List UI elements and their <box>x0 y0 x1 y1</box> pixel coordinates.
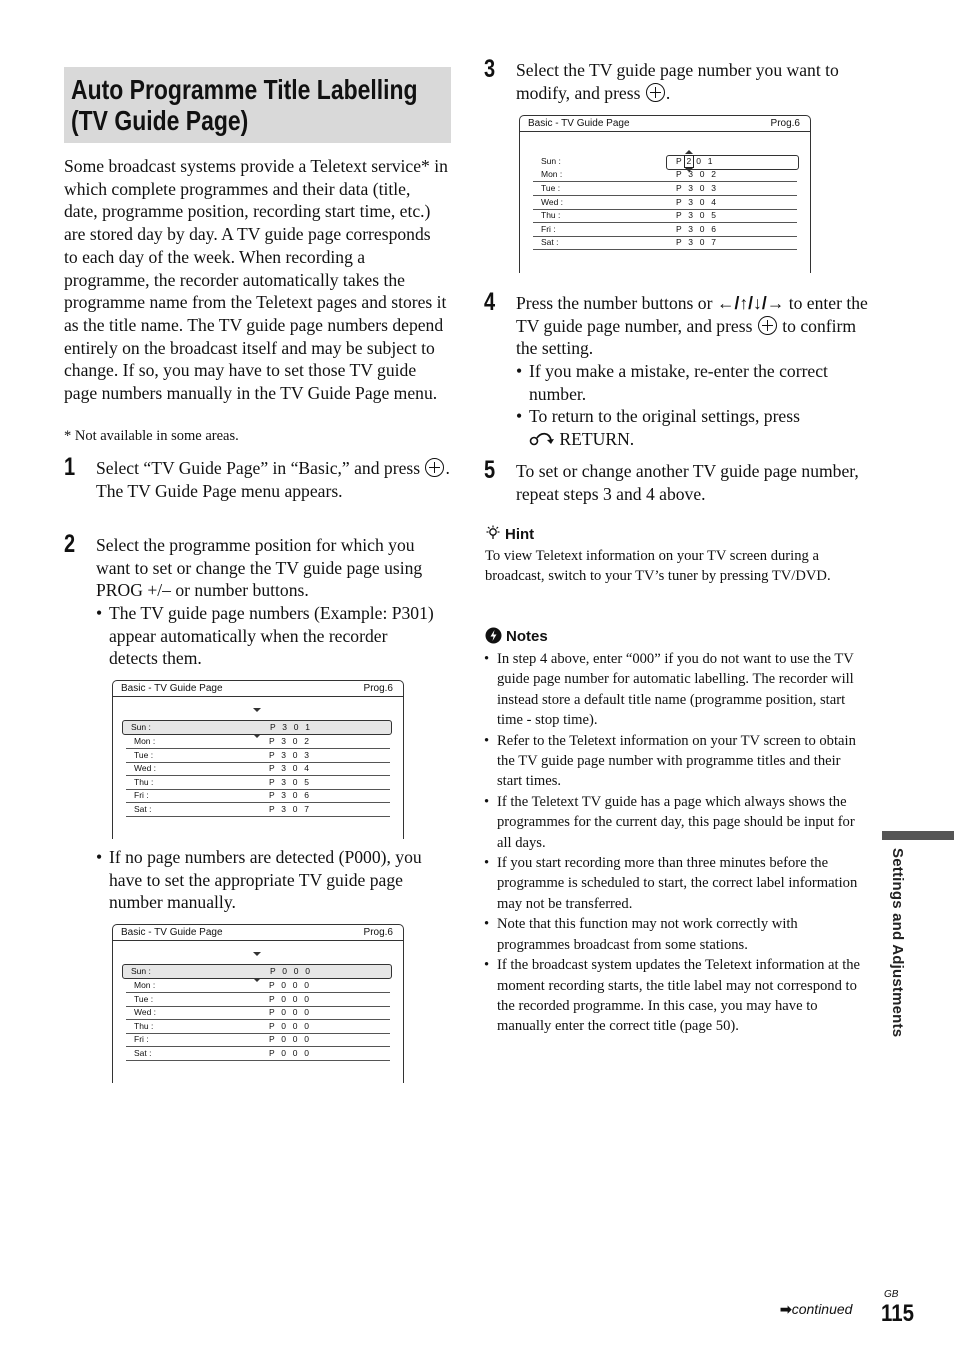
step-number: 5 <box>484 456 496 484</box>
guide-row[interactable] <box>533 209 797 223</box>
scroll-up-indicator <box>253 952 261 956</box>
step-3-text <box>516 59 872 104</box>
hint-label: Hint <box>505 526 535 543</box>
row-page: P 0 0 0 <box>269 980 312 990</box>
notes-list <box>484 649 869 1037</box>
notes-header <box>485 627 548 646</box>
step-2-bullet-2-text: If no page numbers are detected (P000), you have to set the appropriate TV guide page number manually. <box>109 847 422 913</box>
guide-row[interactable] <box>126 1033 390 1047</box>
row-page: P 3 0 4 <box>269 763 312 773</box>
note-item: • In step 4 above, enter “000” if you do not want to use the TV guide page number for automatic labelling. The recorder will instead store a default title name (programme position, start time - stop time). <box>484 649 869 731</box>
screen-header <box>520 116 810 132</box>
row-day: Thu : <box>134 777 154 787</box>
row-page-edit <box>676 155 715 168</box>
row-day: Fri : <box>134 1034 149 1044</box>
guide-row[interactable] <box>126 1006 390 1020</box>
digit-cursor[interactable] <box>685 155 693 168</box>
page-rest: 0 1 <box>696 156 715 166</box>
side-tab-bar <box>882 831 954 840</box>
step-4-text <box>516 292 872 360</box>
guide-row[interactable] <box>533 168 797 182</box>
screen-title: Basic - TV Guide Page <box>121 927 223 938</box>
row-day: Wed : <box>134 1007 157 1017</box>
step-1-result: The TV Guide Page menu appears. <box>96 480 343 501</box>
screen-title: Basic - TV Guide Page <box>528 118 630 129</box>
row-day: Mon : <box>541 169 563 179</box>
guide-row[interactable] <box>126 1047 390 1061</box>
digit-up-icon <box>685 150 693 154</box>
step-number: 4 <box>484 288 496 316</box>
guide-row[interactable] <box>126 789 390 803</box>
step-1-text-b: . <box>445 458 450 478</box>
note-item: • Note that this function may not work correctly with programmes broadcast from some stations. <box>484 914 869 955</box>
row-page: P 3 0 7 <box>676 237 719 247</box>
guide-row[interactable] <box>126 776 390 790</box>
row-day: Thu : <box>134 1021 154 1031</box>
return-label: RETURN. <box>559 428 635 449</box>
section-title: Auto Programme Title Labelling (TV Guide Page) <box>71 74 418 136</box>
step-2-bullet-1-text: The TV guide page numbers (Example: P301) appear automatically when the recorder detects them. <box>109 603 434 669</box>
screen-header <box>113 681 403 697</box>
row-page: P 3 0 3 <box>269 750 312 760</box>
digit-cursor-box <box>684 155 694 168</box>
guide-row[interactable] <box>533 236 797 250</box>
row-page: P 3 0 6 <box>269 790 312 800</box>
tv-guide-screen-none <box>112 924 404 1083</box>
row-page: P 3 0 5 <box>269 777 312 787</box>
page-prefix: P <box>676 156 682 166</box>
row-day: Sun : <box>131 722 151 732</box>
row-day: Tue : <box>134 994 154 1004</box>
step-number: 2 <box>64 530 76 558</box>
step-1-text <box>96 457 452 502</box>
row-day: Mon : <box>134 736 156 746</box>
hint-text: To view Teletext information on your TV screen during a broadcast, switch to your TV’s tuner by pressing TV/DVD. <box>485 548 831 585</box>
step-4-bullet-2: • To return to the original settings, press RETURN. <box>516 406 800 449</box>
row-day: Mon : <box>134 980 156 990</box>
step-5-text: To set or change another TV guide page number, repeat steps 3 and 4 above. <box>516 461 859 504</box>
row-day: Fri : <box>541 224 556 234</box>
row-page: P 3 0 6 <box>676 224 719 234</box>
row-page: P 0 0 0 <box>269 1007 312 1017</box>
step-2-bullet-1: • The TV guide page numbers (Example: P301) appear automatically when the recorder detects them. <box>96 602 436 670</box>
row-page: P 3 0 2 <box>269 736 312 746</box>
step-4-bullet-2-text: To return to the original settings, press <box>529 406 800 426</box>
screen-prog: Prog.6 <box>363 927 393 938</box>
note-item: • Refer to the Teletext information on your TV screen to obtain the TV guide page number with programme titles and their start times. <box>484 731 869 792</box>
return-icon <box>529 432 555 446</box>
screen-prog: Prog.6 <box>770 118 800 129</box>
row-page: P 3 0 1 <box>270 722 313 732</box>
row-page: P 0 0 0 <box>269 1021 312 1031</box>
guide-row[interactable] <box>126 979 390 993</box>
row-day: Fri : <box>134 790 149 800</box>
step-3-text-a: Select the TV guide page number you want to modify, and press <box>516 60 839 103</box>
screen-header <box>113 925 403 941</box>
step-4-text-c: to confirm the setting. <box>516 315 857 359</box>
guide-row[interactable] <box>533 196 797 210</box>
page-number: 115 <box>881 1300 914 1327</box>
step-4-bullet-1: • If you make a mistake, re-enter the correct number. <box>516 360 866 405</box>
note-icon <box>485 627 502 644</box>
step-4-text-a: Press the number buttons or <box>516 293 713 313</box>
footnote: * Not available in some areas. <box>64 428 239 444</box>
row-page: P 3 0 7 <box>269 804 312 814</box>
step-2-bullet-2: • If no page numbers are detected (P000), you have to set the appropriate TV guide page number manually. <box>96 846 448 914</box>
tv-guide-screen-edit <box>519 115 811 273</box>
enter-button-icon <box>646 83 665 102</box>
step-4-bullet-1-text: If you make a mistake, re-enter the correct number. <box>529 361 828 404</box>
notes-label: Notes <box>506 628 548 645</box>
guide-row-editing[interactable] <box>533 155 797 168</box>
row-day: Thu : <box>541 210 561 220</box>
row-day: Sat : <box>134 804 152 814</box>
row-page: P 0 0 0 <box>269 1034 312 1044</box>
guide-row-selected[interactable] <box>122 964 392 979</box>
note-item: • If you start recording more than three minutes before the programme is scheduled to start, the correct label information may not be transferred. <box>484 853 869 914</box>
hint-header <box>485 525 534 544</box>
step-number: 1 <box>64 453 76 481</box>
region-label: GB <box>884 1289 899 1300</box>
step-2-text: Select the programme position for which you want to set or change the TV guide page using PROG +/– or number buttons. <box>96 535 423 601</box>
row-page: P 3 0 5 <box>676 210 719 220</box>
note-item: • If the Teletext TV guide has a page which always shows the programmes for the current day, this page should be input for all days. <box>484 792 869 853</box>
edit-digit: 2 <box>686 156 692 166</box>
row-day: Wed : <box>541 197 564 207</box>
tv-guide-screen-detected <box>112 680 404 839</box>
enter-button-icon <box>758 316 777 335</box>
step-3-text-b: . <box>665 82 671 103</box>
arrow-right-icon: ➡ <box>780 1301 792 1317</box>
row-day: Sat : <box>134 1048 152 1058</box>
row-page: P 0 0 0 <box>270 966 313 976</box>
step-1-text-a: Select “TV Guide Page” in “Basic,” and press <box>96 458 421 478</box>
arrow-buttons-icon: ←/↑/↓/→ <box>716 293 785 313</box>
guide-row[interactable] <box>533 182 797 196</box>
guide-row[interactable] <box>126 735 390 749</box>
row-day: Tue : <box>541 183 561 193</box>
step-number: 3 <box>484 55 496 83</box>
continued-label: continued <box>791 1301 853 1317</box>
row-page: P 3 0 4 <box>676 197 719 207</box>
row-page: P 0 0 0 <box>269 1048 312 1058</box>
note-item: • If the broadcast system updates the Teletext information at the moment recording starts, the title label may not correspond to the recorded programme. In this case, you may have to manually enter the correct title (page 50). <box>484 955 869 1037</box>
guide-row[interactable] <box>533 223 797 237</box>
row-page: P 0 0 0 <box>269 994 312 1004</box>
guide-row[interactable] <box>126 1020 390 1034</box>
scroll-up-indicator <box>253 708 261 712</box>
guide-row[interactable] <box>126 762 390 776</box>
guide-row[interactable] <box>126 803 390 817</box>
row-day: Tue : <box>134 750 154 760</box>
row-day: Wed : <box>134 763 157 773</box>
row-day: Sun : <box>131 966 151 976</box>
screen-prog: Prog.6 <box>363 683 393 694</box>
guide-row[interactable] <box>126 749 390 763</box>
lightbulb-icon <box>485 525 501 541</box>
side-tab-label: Settings and Adjustments <box>889 848 906 1038</box>
continued-indicator <box>780 1301 852 1318</box>
row-page: P 3 0 2 <box>676 169 719 179</box>
intro-paragraph: Some broadcast systems provide a Teletext service* in which complete programmes and their data (title, date, programme position, recording start time, etc.) are stored day by day. A TV guide page corresponds to each day of the week. When recording a programme, the recorder automatically takes the programme name from the Teletext pages and stores it as the title name. The TV guide page numbers depend entirely on the broadcast itself and may be subject to change. If so, you may have to set those TV guide page numbers manually in the TV Guide Page menu. <box>64 156 448 404</box>
screen-title: Basic - TV Guide Page <box>121 683 223 694</box>
guide-row-selected[interactable] <box>122 720 392 735</box>
guide-row[interactable] <box>126 993 390 1007</box>
row-page: P 3 0 3 <box>676 183 719 193</box>
enter-button-icon <box>425 458 444 477</box>
row-day: Sat : <box>541 237 559 247</box>
row-day: Sun : <box>541 156 561 166</box>
step-4-text-b: to enter the TV guide page number, and press <box>516 293 868 336</box>
